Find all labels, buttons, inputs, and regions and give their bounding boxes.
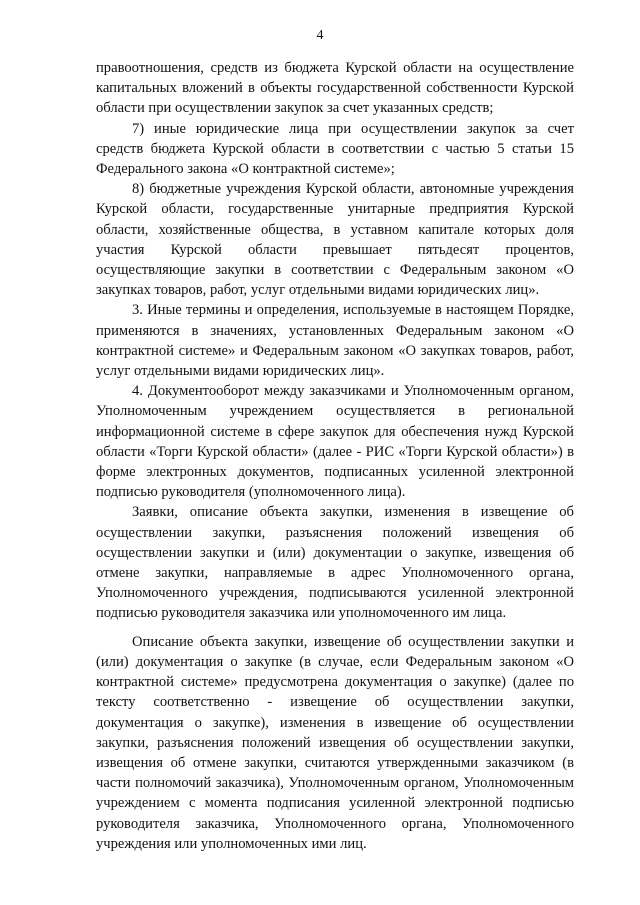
page-number: 4 bbox=[316, 28, 324, 43]
paragraph-item-8: 8) бюджетные учреждения Курской области, автономные учреждения Курской области, государственные унитарные предприятия Курской области, хозяйственные общества, в уставном капитале которых доля участия Курской области превышает пятьдесят процентов, осуществляющие закупки в соответствии с Федеральным законом «О закупках товаров, работ, услуг отдельными видами юридических лиц». bbox=[96, 181, 574, 299]
paragraph-section-3: 3. Иные термины и определения, используемые в настоящем Порядке, применяются в значениях, установленных Федеральным законом «О контрактной системе» и Федеральным законом «О закупках товаров, работ, услуг отдельными видами юридических лиц». bbox=[96, 302, 574, 380]
paragraph-applications: Заявки, описание объекта закупки, изменения в извещение об осуществлении закупки, разъяснения положений извещения об осуществлении закупки и (или) документации о закупке, извещения об отмене закупки, направляемые в адрес Уполномоченного органа, Уполномоченного учреждения, подписываются усиленной электронной подписью руководителя заказчика или уполномоченного им лица. bbox=[96, 504, 574, 622]
paragraph-item-7: 7) иные юридические лица при осуществлении закупок за счет средств бюджета Курской области в соответствии с частью 5 статьи 15 Федерального закона «О контрактной системе»; bbox=[96, 120, 574, 178]
document-body bbox=[96, 58, 574, 854]
paragraph-section-4: 4. Документооборот между заказчиками и Уполномоченным органом, Уполномоченным учреждением осуществляется в региональной информационной системе в сфере закупок для обеспечения нужд Курской области «Торги Курской области» (далее - РИС «Торги Курской области») в форме электронных документов, подписанных усиленной электронной подписью руководителя (уполномоченного лица). bbox=[96, 383, 574, 501]
paragraph-continuation: правоотношения, средств из бюджета Курской области на осуществление капитальных вложений в объекты государственной собственности Курской области при осуществлении закупок за счет указанных средств; bbox=[96, 60, 574, 117]
paragraph-procurement-description: Описание объекта закупки, извещение об осуществлении закупки и (или) документация о закупке (в случае, если Федеральным законом «О контрактной системе» предусмотрена документация о закупке) (далее по тексту соответственно - извещение об осуществлении закупки, документация о закупке), изменения в извещение об осуществлении закупки, разъяснения положений извещения об осуществлении закупки, извещения об отмене закупки, считаются утвержденными заказчиком (в части полномочий заказчика), Уполномоченным органом, Уполномоченным учреждением с момента подписания усиленной электронной подписью руководителя заказчика, Уполномоченного органа, Уполномоченного учреждения или уполномоченных ими лиц. bbox=[96, 633, 574, 852]
